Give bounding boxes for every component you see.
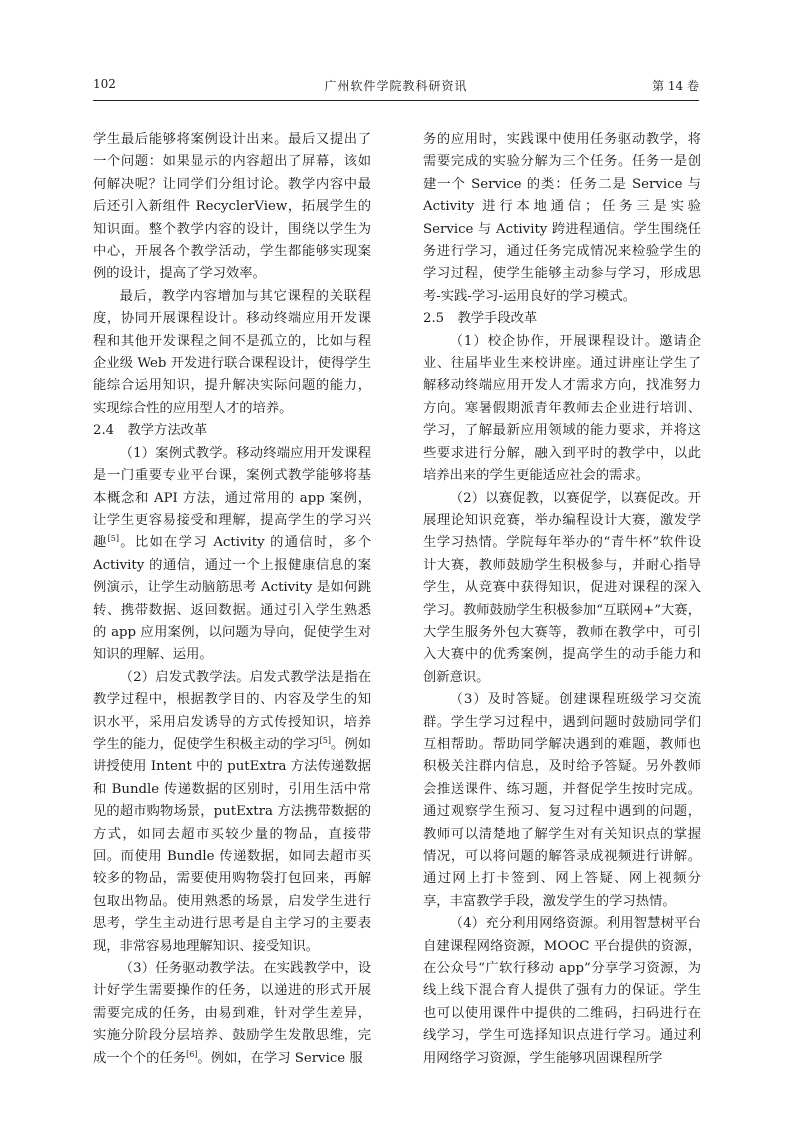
citation-ref: [5] <box>107 534 119 544</box>
paragraph-text: （3）任务驱动教学法。在实践教学中，设计好学生需要操作的任务，以递进的形式开展需要完成的任务，由易到难，针对学生差异，实施分阶段分层培养、鼓励学生发散思维，完成一个个的任务 <box>93 961 371 1066</box>
journal-title: 广州软件学院教科研资讯 <box>324 79 468 93</box>
section-heading: 2.5 教学手段改革 <box>423 311 538 327</box>
page-number: 102 <box>93 77 116 91</box>
paragraph-text: （1）案例式教学。移动终端应用开发课程是一门重要专业平台课，案例式教学能够将基本概念和 API 方法，通过常用的 app 案例，让学生更容易接受和理解，提高学生的学习兴趣 <box>93 445 371 551</box>
paragraph: 务的应用时，实践课中使用任务驱动教学，将需要完成的实验分解为三个任务。任务一是创建一个 Service 的类：任务二是 Service 与 Activity 进行本地通信；任务三是实验 Service 与 Activity 跨进程通信。学生围绕任务进行学习，通过任务完成情况来检验学生的学习过程，使学生能够主动参与学习，形成思考-实践-学习-运用良好的学习模式。 <box>423 132 701 304</box>
paragraph-text: （2）启发式教学法。启发式教学法是指在教学过程中，根据教学目的、内容及学生的知识水平，采用启发诱导的方式传授知识，培养学生的能力，促使学生积极主动的学习 <box>93 669 371 752</box>
left-column <box>93 129 371 1070</box>
paragraph-text: 。例如讲授使用 Intent 中的 putExtra 方法传递数据和 Bundle 传递数据的区别时，引用生活中常见的超市购物场景，putExtra 方法携带数据的方式，如同去超市买较少量的物品，直接带回。而使用 Bundle 传递数据，如同去超市买较多的物品，需要使用购物袋打包回来，再解包取出物品。使用熟悉的场景，启发学生进行思考，学生主动进行思考是自主学习的主要表现，非常容易地理解知识、接受知识。 <box>93 736 372 954</box>
paragraph: （3）及时答疑。创建课程班级学习交流群。学生学习过程中，遇到问题时鼓励同学们互相帮助。帮助同学解决遇到的难题，教师也积极关注群内信息，及时给予答疑。另外教师会推送课件、练习题，并督促学生按时完成。通过观察学生预习、复习过程中遇到的问题，教师可以清楚地了解学生对有关知识点的掌握情况，可以将问题的解答录成视频进行讲解。通过网上打卡签到、网上答疑、网上视频分享，丰富教学手段，激发学生的学习热情。 <box>423 692 701 909</box>
citation-ref: [5] <box>319 735 332 745</box>
paragraph <box>93 958 371 1070</box>
running-header <box>93 75 699 95</box>
paragraph-text: 。例如，在学习 Service 服 <box>197 1050 363 1066</box>
paragraph <box>93 443 371 667</box>
paragraph-text: 。比如在学习 Activity 的通信时，多个 Activity 的通信，通过一个上报健康信息的案例演示，让学生动脑筋思考 Activity 是如何跳转、携带数据、返回数据。通过引入学生熟悉的 app 应用案例，以问题为导向，促使学生对知识的理解、运用。 <box>93 535 372 663</box>
paragraph: 学生最后能够将案例设计出来。最后又提出了一个问题：如果显示的内容超出了屏幕，该如何解决呢？让同学们分组讨论。教学内容中最后还引入新组件 RecyclerView，拓展学生的知识面。整个教学内容的设计，围绕以学生为中心，开展各个教学活动，学生都能够实现案例的设计，提高了学习效率。 <box>93 132 371 282</box>
paragraph: （2）以赛促教，以赛促学，以赛促改。开展理论知识竞赛，举办编程设计大赛，激发学生学习热情。学院每年举办的“青牛杯”软件设计大赛，教师鼓励学生积极参与，并耐心指导学生，从竞赛中获得知识，促进对课程的深入学习。教师鼓励学生积极参加“互联网+”大赛，大学生服务外包大赛等，教师在教学中，可引入大赛中的优秀案例，提高学生的动手能力和创新意识。 <box>423 490 701 685</box>
right-column <box>423 129 701 1070</box>
paragraph: （1）校企协作，开展课程设计。邀请企业、往届毕业生来校讲座。通过讲座让学生了解移动终端应用开发人才需求方向，找准努力方向。寒暑假期派青年教师去企业进行培训、学习，了解最新应用领域的能力要求，并将这些要求进行分解，融入到平时的教学中，以此培养出来的学生更能适应社会的需求。 <box>423 333 701 484</box>
section-heading: 2.4 教学方法改革 <box>93 423 208 439</box>
paragraph: （4）充分利用网络资源。利用智慧树平台自建课程网络资源，MOOC 平台提供的资源，在公众号“广软行移动 app”分享学习资源，为线上线下混合育人提供了强有力的保证。学生也可以使用课件中提供的二维码，扫码进行在线学习，学生可选择知识点进行学习。通过利用网络学习资源，学生能够巩固课程所学 <box>423 916 701 1066</box>
paragraph <box>93 667 371 958</box>
volume-label: 第 14 卷 <box>652 79 699 93</box>
citation-ref: [6] <box>186 1049 198 1059</box>
paragraph: 最后，教学内容增加与其它课程的关联程度，协同开展课程设计。移动终端应用开发课程和其他开发课程之间不是孤立的，比如与程企业级 Web 开发进行联合课程设计，使得学生能综合运用知识，提升解决实际问题的能力，实现综合性的应用型人才的培养。 <box>93 288 371 416</box>
header-rule <box>93 100 699 101</box>
